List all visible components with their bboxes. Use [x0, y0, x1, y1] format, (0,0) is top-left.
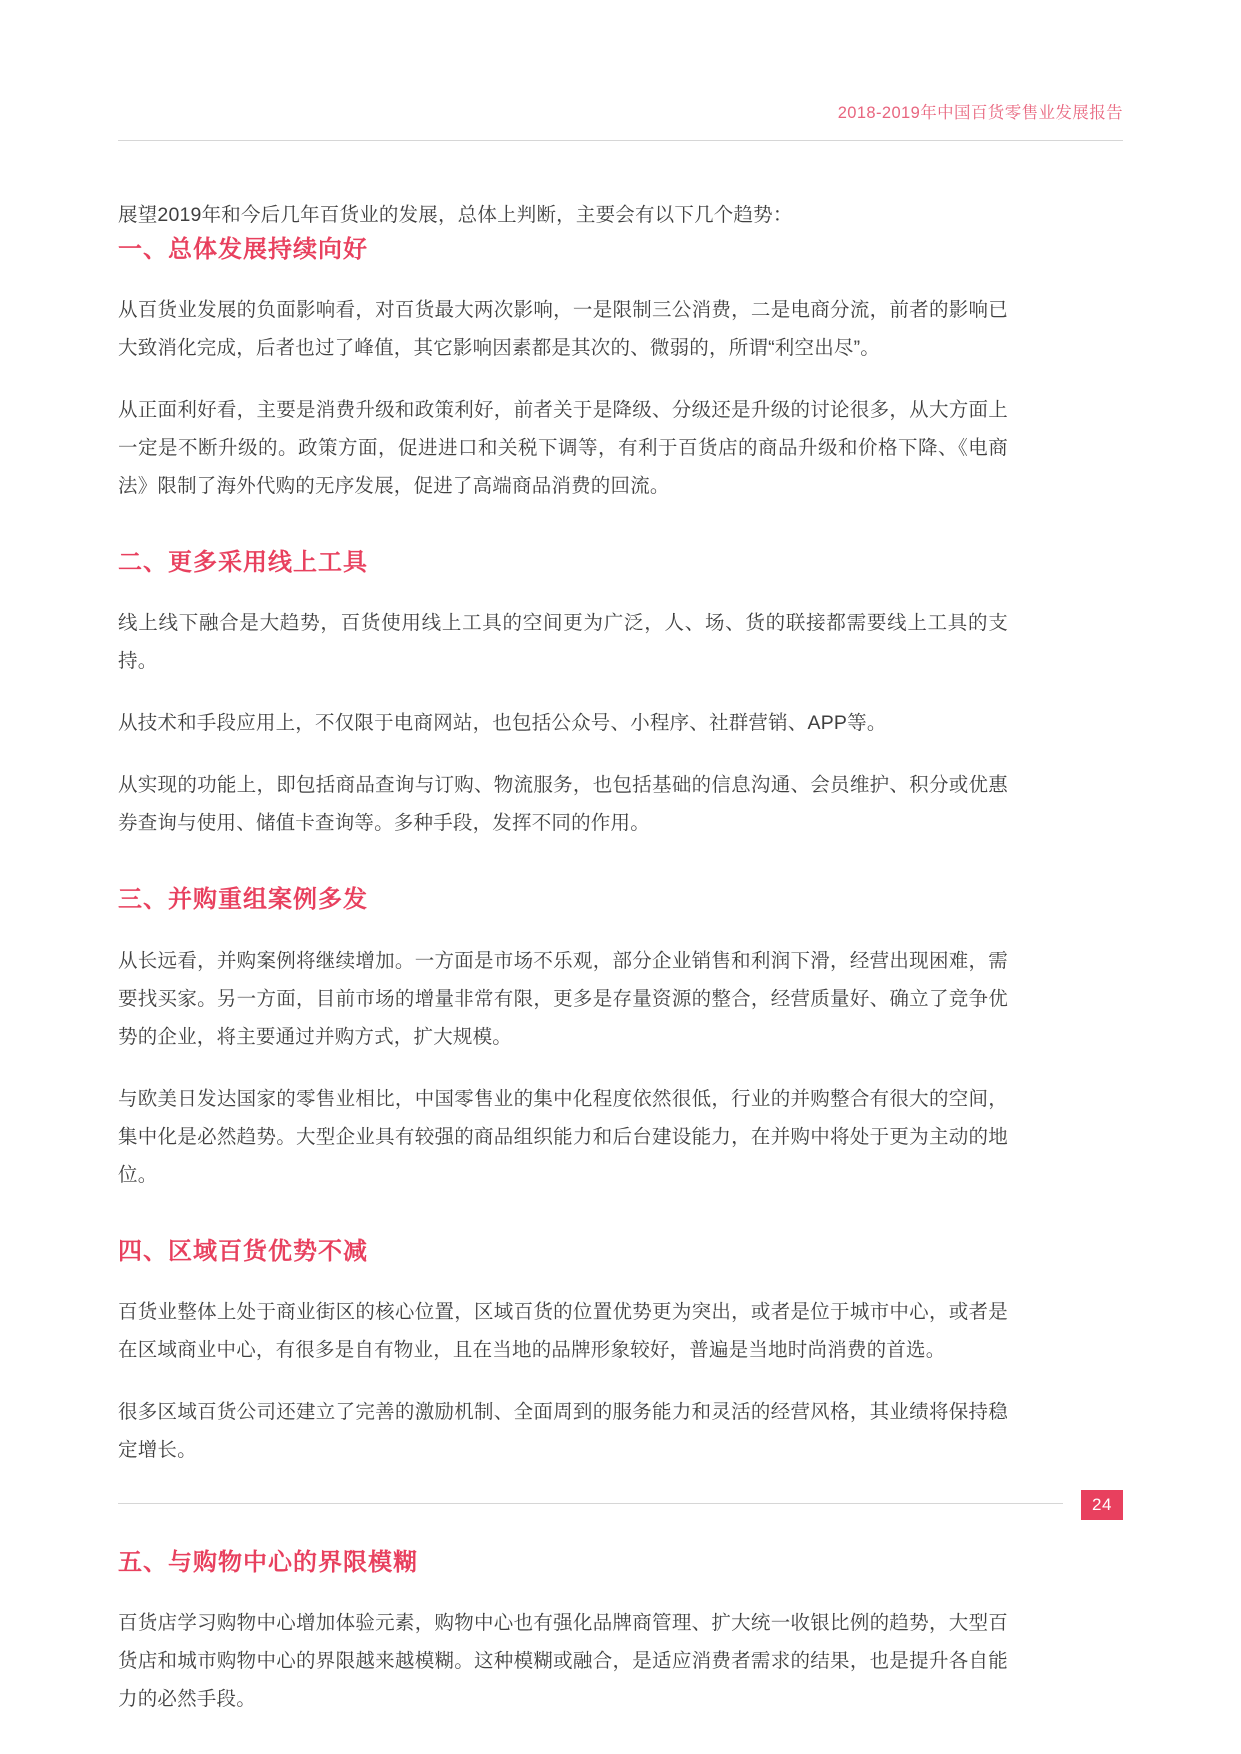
section-heading-5: 五、与购物中心的界限模糊: [118, 1548, 418, 1576]
section-2-paragraph-3: 从实现的功能上，即包括商品查询与订购、物流服务，也包括基础的信息沟通、会员维护、积分或优惠券查询与使用、储值卡查询等。多种手段，发挥不同的作用。: [118, 774, 1008, 835]
section-1-paragraph-1: 从百货业发展的负面影响看，对百货最大两次影响，一是限制三公消费，二是电商分流，前者的影响已大致消化完成，后者也过了峰值，其它影响因素都是其次的、微弱的，所谓“利空出尽”。: [118, 299, 1008, 360]
spacer: [118, 265, 1008, 291]
header-divider: [118, 140, 1123, 141]
section-3-paragraph-2: 与欧美日发达国家的零售业相比，中国零售业的集中化程度依然很低，行业的并购整合有很大的空间，集中化是必然趋势。大型企业具有较强的商品组织能力和后台建设能力，在并购中将处于更为主动的地位。: [118, 1087, 1008, 1186]
spacer: [118, 1056, 1008, 1080]
spacer: [118, 1578, 1008, 1604]
spacer: [118, 505, 1008, 547]
section-3-paragraph-1: 从长远看，并购案例将继续增加。一方面是市场不乐观，部分企业销售和利润下滑，经营出现困难，需要找买家。另一方面，目前市场的增量非常有限，更多是存量资源的整合，经营质量好、确立了竞争优势的企业，将主要通过并购方式，扩大规模。: [118, 949, 1008, 1048]
section-1-paragraph-2: 从正面利好看，主要是消费升级和政策利好，前者关于是降级、分级还是升级的讨论很多，从大方面上一定是不断升级的。政策方面，促进进口和关税下调等，有利于百货店的商品升级和价格下降、《电商法》限制了海外代购的无序发展，促进了高端商品消费的回流。: [118, 399, 1008, 498]
page-number-badge: 24: [1081, 1490, 1123, 1520]
section-5-paragraph-1: 百货店学习购物中心增加体验元素，购物中心也有强化品牌商管理、扩大统一收银比例的趋势，大型百货店和城市购物中心的界限越来越模糊。这种模糊或融合，是适应消费者需求的结果，也是提升各自能力的必然手段。: [118, 1611, 1008, 1710]
spacer: [118, 680, 1008, 704]
footer-divider: [118, 1503, 1063, 1504]
spacer: [118, 842, 1008, 884]
section-heading-3: 三、并购重组案例多发: [118, 886, 368, 914]
page-header: [118, 104, 1123, 141]
spacer: [118, 1369, 1008, 1393]
section-heading-1: 一、总体发展持续向好: [118, 236, 368, 263]
section-2-paragraph-1: 线上线下融合是大趋势，百货使用线上工具的空间更为广泛，人、场、货的联接都需要线上工具的支持。: [118, 612, 1008, 673]
spacer: [118, 1194, 1008, 1236]
section-4-paragraph-1: 百货业整体上处于商业街区的核心位置，区域百货的位置优势更为突出，或者是位于城市中心，或者是在区域商业中心，有很多是自有物业，且在当地的品牌形象较好，普遍是当地时尚消费的首选。: [118, 1300, 1008, 1361]
spacer: [118, 578, 1008, 604]
section-heading-2: 二、更多采用线上工具: [118, 549, 368, 577]
spacer: [118, 916, 1008, 942]
section-2-paragraph-2: 从技术和手段应用上，不仅限于电商网站，也包括公众号、小程序、社群营销、APP等。: [118, 712, 887, 735]
spacer: [118, 1267, 1008, 1293]
page-footer: [118, 1490, 1123, 1530]
section-4-paragraph-2: 很多区域百货公司还建立了完善的激励机制、全面周到的服务能力和灵活的经营风格，其业绩将保持稳定增长。: [118, 1400, 1008, 1461]
spacer: [118, 742, 1008, 766]
header-report-title: 2018-2019年中国百货零售业发展报告: [837, 104, 1123, 122]
section-heading-4: 四、区域百货优势不减: [118, 1237, 368, 1265]
intro-paragraph: 展望2019年和今后几年百货业的发展，总体上判断，主要会有以下几个趋势：: [118, 204, 793, 226]
spacer: [118, 367, 1008, 391]
